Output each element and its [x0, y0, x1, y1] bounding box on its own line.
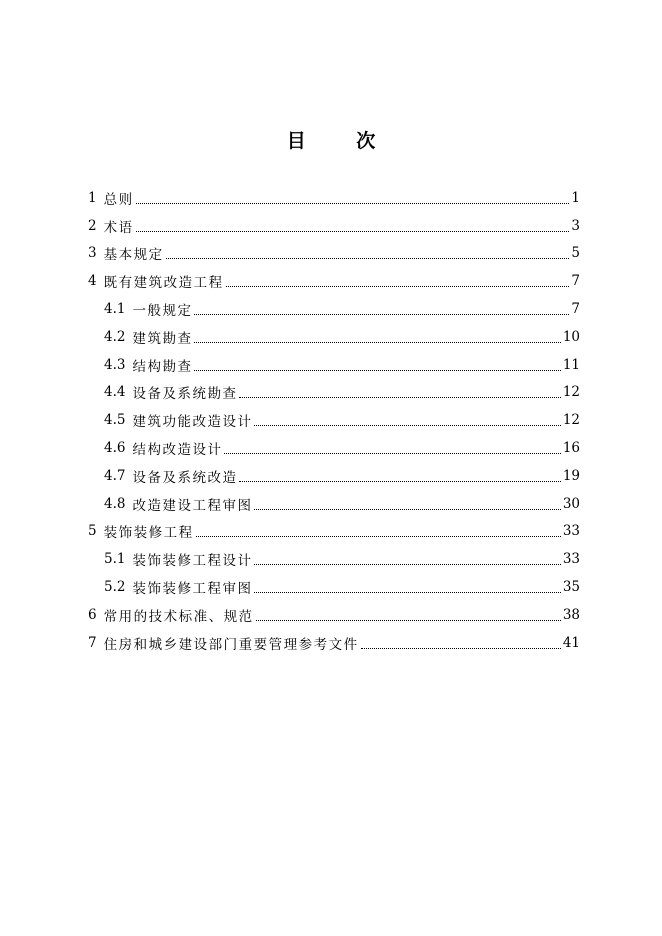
toc-entry-number: 4.3	[104, 356, 126, 373]
toc-entry-page-number: 16	[562, 440, 580, 457]
toc-entry-title: 装饰装修工程	[103, 525, 194, 542]
toc-entry-page-number: 12	[562, 412, 580, 429]
toc-entry-page-number: 7	[571, 273, 580, 290]
toc-dot-leader	[239, 396, 560, 398]
toc-entry-title: 既有建筑改造工程	[103, 275, 224, 292]
toc-entry-title: 装饰装修工程设计	[132, 553, 253, 570]
toc-entry[interactable]	[104, 406, 580, 434]
toc-entry-title: 总则	[103, 191, 134, 208]
toc-entry-number: 4.2	[104, 328, 126, 345]
toc-entry[interactable]	[88, 212, 580, 240]
toc-entry-page-number: 38	[562, 606, 580, 623]
toc-entry[interactable]	[104, 295, 580, 323]
toc-entry-title: 建筑勘查	[132, 330, 193, 347]
toc-entry-number: 4	[88, 273, 97, 290]
toc-dot-leader	[226, 285, 570, 287]
toc-entry[interactable]	[104, 379, 580, 407]
toc-entry-page-number: 19	[562, 467, 580, 484]
toc-entry[interactable]	[88, 240, 580, 268]
toc-entry-number: 4.1	[104, 301, 126, 318]
toc-entry-title: 改造建设工程审图	[132, 497, 253, 514]
toc-dot-leader	[194, 369, 560, 371]
toc-entry-title: 常用的技术标准、规范	[103, 608, 254, 625]
toc-entry[interactable]	[88, 267, 580, 295]
toc-dot-leader	[224, 452, 560, 454]
toc-entry-title: 设备及系统改造	[132, 469, 238, 486]
toc-entry-number: 4.6	[104, 440, 126, 457]
toc-entry[interactable]	[104, 545, 580, 573]
toc-dot-leader	[254, 563, 560, 565]
toc-dot-leader	[239, 480, 560, 482]
toc-entry[interactable]	[88, 601, 580, 629]
toc-entry-page-number: 11	[562, 356, 580, 373]
toc-entry-title: 基本规定	[103, 247, 164, 264]
toc-entry-number: 6	[88, 606, 97, 623]
toc-entry-page-number: 12	[562, 384, 580, 401]
toc-entry-page-number: 7	[571, 301, 580, 318]
toc-entry-number: 4.7	[104, 467, 126, 484]
toc-entry[interactable]	[104, 573, 580, 601]
toc-entry-title: 装饰装修工程审图	[132, 581, 253, 598]
toc-entry-number: 5.1	[104, 551, 126, 568]
toc-entry-page-number: 1	[571, 189, 580, 206]
toc-entry-page-number: 3	[571, 217, 580, 234]
toc-entry[interactable]	[104, 490, 580, 518]
toc-dot-leader	[254, 591, 560, 593]
toc-dot-leader	[254, 424, 560, 426]
toc-entry-number: 4.4	[104, 384, 126, 401]
page-title: 目 次	[286, 130, 398, 152]
toc-entry-title: 住房和城乡建设部门重要管理参考文件	[103, 636, 359, 653]
toc-entry-title: 建筑功能改造设计	[132, 414, 253, 431]
toc-entry-number: 3	[88, 245, 97, 262]
toc-entry-title: 设备及系统勘查	[132, 386, 238, 403]
toc-entry[interactable]	[88, 518, 580, 546]
toc-entry-page-number: 10	[562, 328, 580, 345]
toc-entry-number: 5.2	[104, 579, 126, 596]
toc-entry-number: 4.5	[104, 412, 126, 429]
toc-entry[interactable]	[88, 184, 580, 212]
toc-dot-leader	[361, 647, 561, 649]
toc-entry[interactable]	[104, 323, 580, 351]
toc-entry-title: 术语	[103, 219, 134, 236]
toc-entry[interactable]	[104, 462, 580, 490]
toc-entry-number: 2	[88, 217, 97, 234]
toc-entry-page-number: 41	[562, 634, 580, 651]
toc-entry-number: 1	[88, 189, 97, 206]
toc-entry-page-number: 30	[562, 495, 580, 512]
toc-entry-number: 4.8	[104, 495, 126, 512]
toc-dot-leader	[194, 341, 560, 343]
toc-entry-title: 一般规定	[132, 303, 193, 320]
toc-dot-leader	[136, 230, 570, 232]
toc-dot-leader	[254, 508, 560, 510]
table-of-contents	[0, 184, 662, 657]
toc-dot-leader	[166, 257, 570, 259]
toc-dot-leader	[136, 202, 570, 204]
toc-entry-page-number: 33	[562, 523, 580, 540]
toc-entry-page-number: 5	[571, 245, 580, 262]
toc-dot-leader	[196, 535, 561, 537]
toc-entry-title: 结构勘查	[132, 358, 193, 375]
toc-entry-page-number: 33	[562, 551, 580, 568]
toc-dot-leader	[256, 619, 561, 621]
toc-entry-number: 7	[88, 634, 97, 651]
toc-entry[interactable]	[104, 434, 580, 462]
toc-entry-page-number: 35	[562, 579, 580, 596]
toc-entry[interactable]	[104, 351, 580, 379]
toc-dot-leader	[194, 313, 569, 315]
toc-entry-title: 结构改造设计	[132, 442, 223, 459]
toc-entry-number: 5	[88, 523, 97, 540]
toc-entry[interactable]	[88, 629, 580, 657]
